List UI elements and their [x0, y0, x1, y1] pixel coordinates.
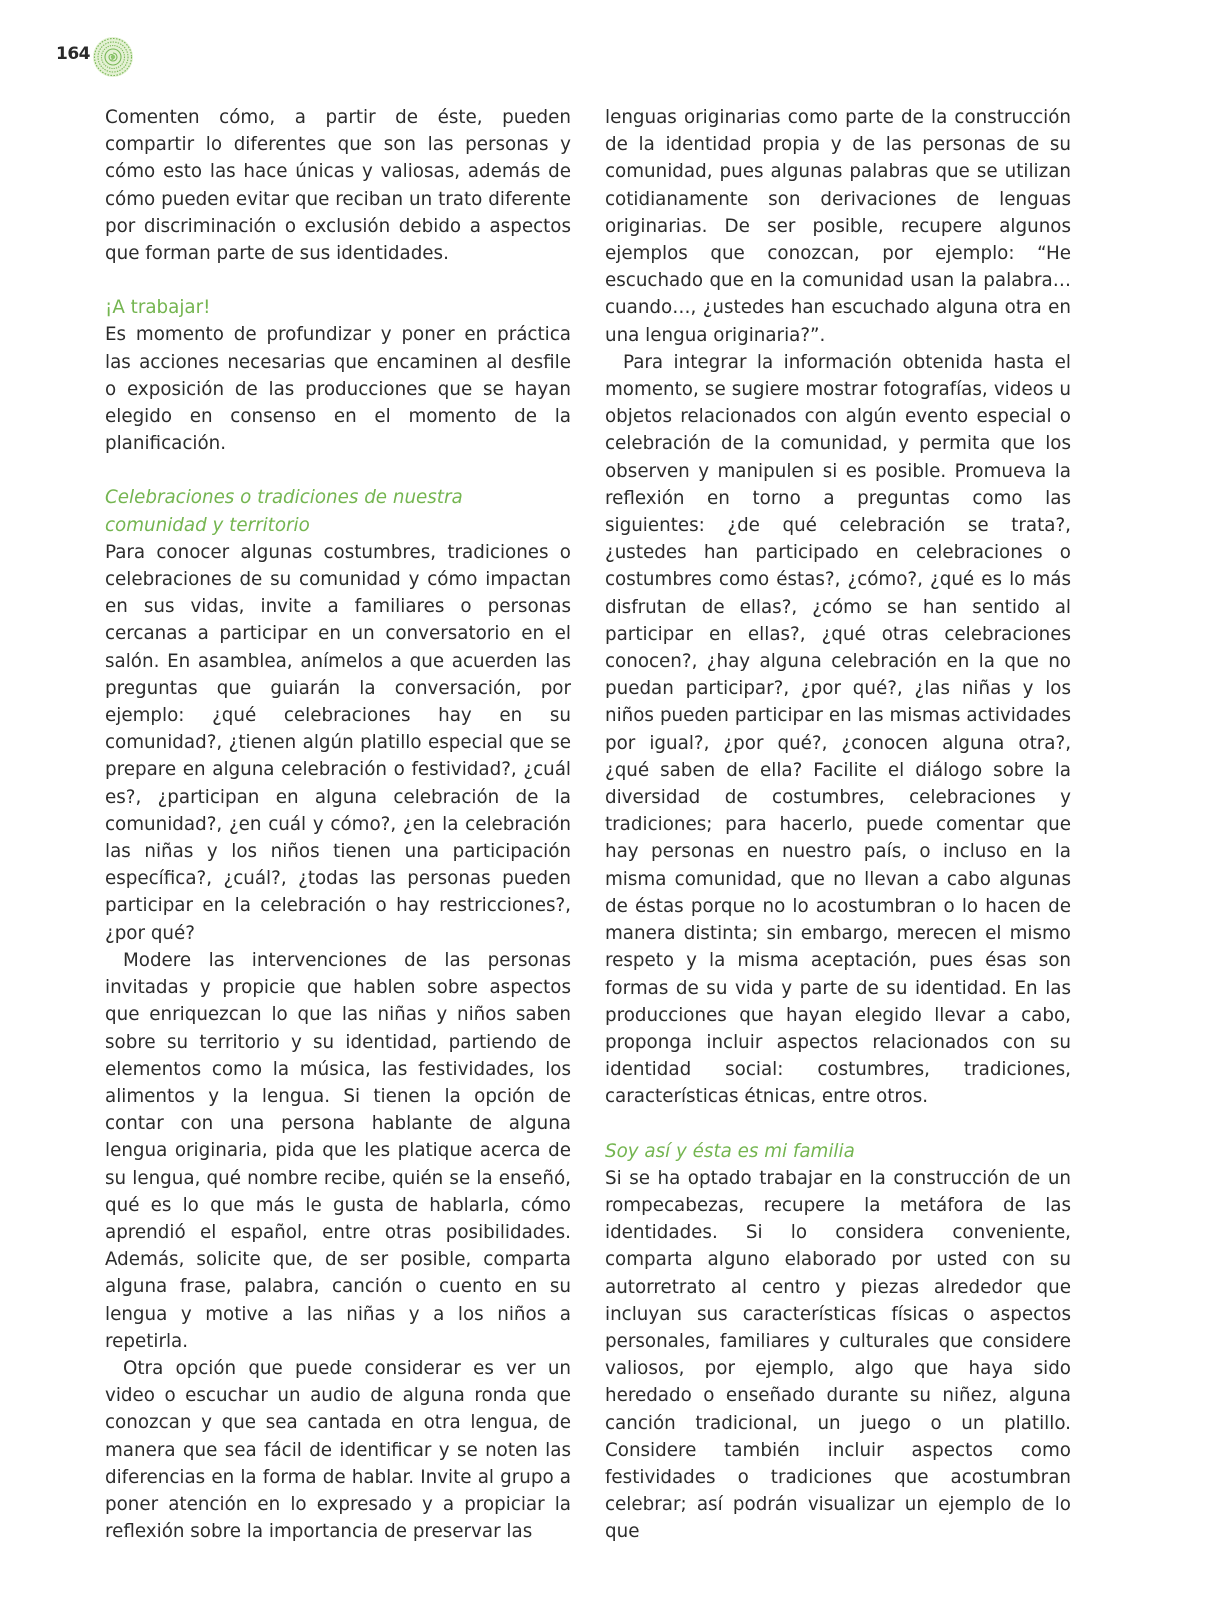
- right-column: [605, 104, 1071, 1546]
- section-heading-celebraciones: [105, 484, 571, 538]
- section-heading-soy-asi: Soy así y ésta es mi familia: [605, 1140, 855, 1162]
- heading-line: Celebraciones o tradiciones de nuestra: [105, 487, 463, 509]
- body-paragraph: lenguas originarias como parte de la construcción de la identidad propia y de las personas de su comunidad, pues algunas palabras que se utilizan cotidianamente son derivaciones de lenguas originarias. De ser posible, recupere algunos ejemplos que conozcan, por ejemplo: “He escuchado que en la comunidad usan la palabra… cuando…, ¿ustedes han escuchado alguna otra en una lengua originaria?”.: [605, 107, 1071, 346]
- body-paragraph: Modere las intervenciones de las personas invitadas y propicie que hablen sobre aspectos que enriquezcan lo que las niñas y niños saben sobre su territorio y su identidad, partiendo de elementos como la música, las festividades, los alimentos y la lengua. Si tienen la opción de contar con una persona hablante de alguna lengua originaria, pida que les platique acerca de su lengua, qué nombre recibe, quién se la enseñó, qué es lo que más le gusta de hablarla, cómo aprendió el español, entre otras posibilidades. Además, solicite que, de ser posible, comparta alguna frase, palabra, canción o cuento en su lengua y motive a las niñas y a los niños a repetirla.: [105, 949, 571, 1352]
- body-paragraph: Si se ha optado trabajar en la construcción de un rompecabezas, recupere la metáfora de las identidades. Si lo considera conveniente, comparta alguno elaborado por usted con su autorretrato al centro y piezas alrededor que incluyan sus características físicas o aspectos personales, familiares y culturales que considere valiosos, por ejemplo, algo que haya sido heredado o enseñado durante su niñez, alguna canción tradicional, un juego o un platillo. Considere también incluir aspectos como festividades o tradiciones que acostumbran celebrar; así podrán visualizar un ejemplo de lo que: [605, 1167, 1071, 1543]
- left-column: [105, 104, 571, 1545]
- body-paragraph: Comenten cómo, a partir de éste, pueden compartir lo diferentes que son las personas y cómo esto las hace únicas y valiosas, además de cómo pueden evitar que reciban un trato diferente por discriminación o exclusión debido a aspectos que forman parte de sus identidades.: [105, 107, 571, 265]
- heading-line: comunidad y territorio: [105, 514, 310, 536]
- body-paragraph: Para conocer algunas costumbres, tradiciones o celebraciones de su comunidad y cómo impactan en sus vidas, invite a familiares o personas cercanas a participar en un conversatorio en el salón. En asamblea, anímelos a que acuerden las preguntas que guiarán la conversación, por ejemplo: ¿qué celebraciones hay en su comunidad?, ¿tienen algún platillo especial que se prepare en alguna celebración o festividad?, ¿cuál es?, ¿participan en alguna celebración de la comunidad?, ¿en cuál y cómo?, ¿en la celebración las niñas y los niños tienen una participación específica?, ¿cuál?, ¿todas las personas pueden participar en la celebración o hay restricciones?, ¿por qué?: [105, 541, 571, 944]
- body-paragraph: Para integrar la información obtenida hasta el momento, se sugiere mostrar fotografías, videos u objetos relacionados con algún evento especial o celebración de la comunidad, y permita que los observen y manipulen si es posible. Promueva la reflexión en torno a preguntas como las siguientes: ¿de qué celebración se trata?, ¿ustedes han participado en celebraciones o costumbres como éstas?, ¿cómo?, ¿qué es lo más disfrutan de ellas?, ¿cómo se han sentido al participar en ellas?, ¿qué otras celebraciones conocen?, ¿hay alguna celebración en la que no puedan participar?, ¿por qué?, ¿las niñas y los niños pueden participar en las mismas actividades por igual?, ¿por qué?, ¿conocen alguna otra?, ¿qué saben de ella? Facilite el diálogo sobre la diversidad de costumbres, celebraciones y tradiciones; para hacerlo, puede comentar que hay personas en nuestro país, o incluso en la misma comunidad, que no llevan a cabo algunas de éstas porque no lo acostumbran o lo hacen de manera distinta; sin embargo, merecen el mismo respeto y la misma aceptación, pues ésas son formas de su vida y parte de su identidad. En las producciones que hayan elegido llevar a cabo, proponga incluir aspectos relacionados con su identidad social: costumbres, tradiciones, características étnicas, entre otros.: [605, 351, 1071, 1108]
- green-spiral-emblem-icon: [92, 36, 134, 78]
- body-paragraph: Es momento de profundizar y poner en práctica las acciones necesarias que encaminen al desfile o exposición de las producciones que se hayan elegido en consenso en el momento de la planificación.: [105, 324, 571, 455]
- body-paragraph: Otra opción que puede considerar es ver un video o escuchar un audio de alguna ronda que conozcan y que sea cantada en otra lengua, de manera que sea fácil de identificar y se noten las diferencias en la forma de hablar. Invite al grupo a poner atención en lo expresado y a propiciar la reflexión sobre la importancia de preservar las: [105, 1357, 571, 1543]
- section-heading-a-trabajar: ¡A trabajar!: [105, 297, 211, 319]
- page-number: 164: [56, 44, 90, 64]
